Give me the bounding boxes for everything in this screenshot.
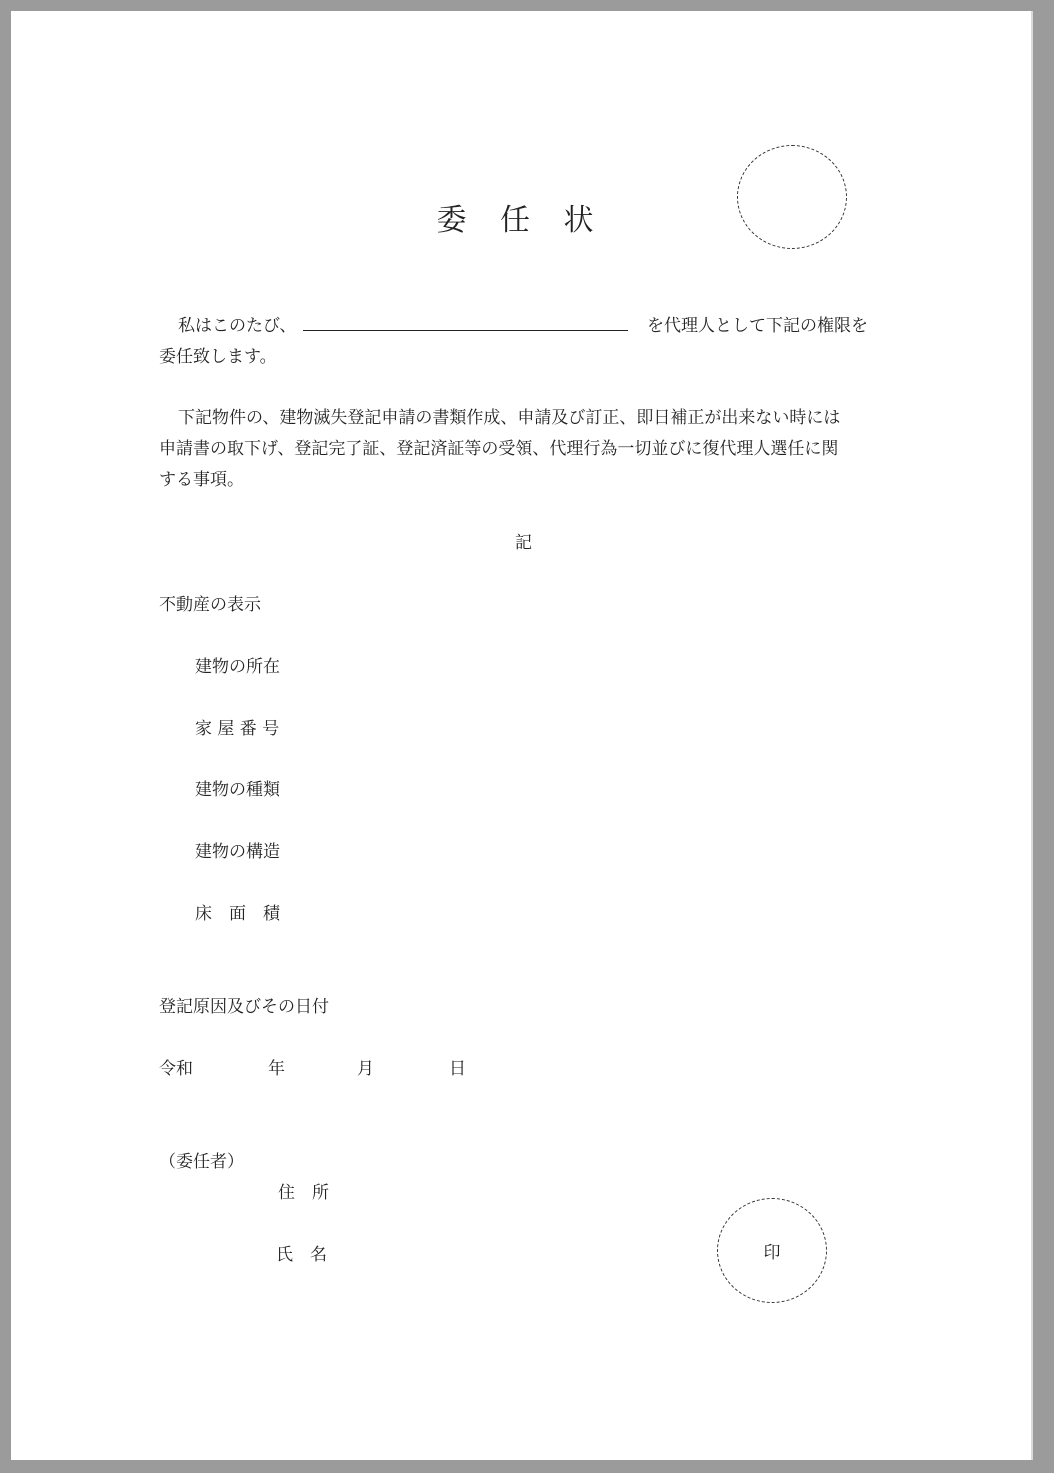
revenue-stamp-circle [737,145,847,249]
agent-name-blank-line [303,330,628,331]
property-item-floor-area: 床 面 積 [195,904,280,924]
property-item-building-type: 建物の種類 [195,780,280,800]
principal-label: （委任者） [159,1152,244,1172]
scope-text-line2: 申請書の取下げ、登記完了証、登記済証等の受領、代理行為一切並びに復代理人選任に関 [159,439,839,459]
property-item-house-number: 家 屋 番 号 [195,719,280,739]
cause-heading: 登記原因及びその日付 [159,997,329,1017]
scope-text-line1: 下記物件の、建物滅失登記申請の書類作成、申請及び訂正、即日補正が出来ない時には [178,408,841,428]
address-label: 住 所 [278,1183,329,1203]
date-year: 年 [268,1059,285,1079]
name-label: 氏 名 [276,1245,327,1265]
date-era: 令和 [159,1059,193,1079]
intro-text-after-blank: を代理人として下記の権限を [647,316,868,336]
document-page [11,11,1033,1460]
seal-label: 印 [763,1243,781,1263]
property-item-structure: 建物の構造 [195,842,280,862]
property-item-location: 建物の所在 [195,657,280,677]
intro-text-before-blank: 私はこのたび、 [178,316,297,336]
intro-text-line2: 委任致します。 [159,347,277,367]
seal-circle [717,1198,827,1303]
ki-heading: 記 [515,533,532,553]
date-day: 日 [449,1059,466,1079]
scope-text-line3: する事項。 [159,470,244,490]
document-title: 委 任 状 [436,203,606,238]
date-month: 月 [357,1059,374,1079]
property-heading: 不動産の表示 [159,595,261,615]
